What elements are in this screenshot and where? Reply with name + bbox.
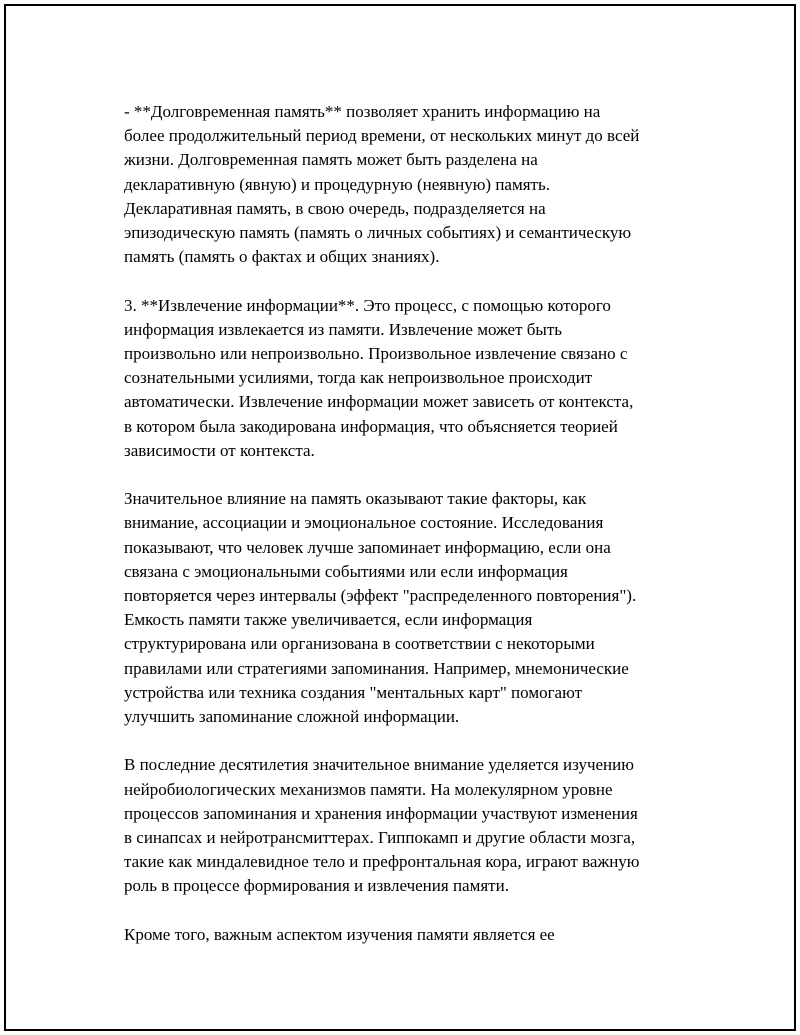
document-body xyxy=(124,100,694,947)
paragraph-neurobiology: В последние десятилетия значительное внимание уделяется изучению нейробиологических механизмов памяти. На молекулярном уровне процессов запоминания и хранения информации участвуют изменения в синапсах и нейротрансмиттерах. Гиппокамп и другие области мозга, такие как миндалевидное тело и префронтальная кора, играют важную роль в процессе формирования и извлечения памяти. xyxy=(124,755,640,896)
paragraph-memory-factors: Значительное влияние на память оказывают такие факторы, как внимание, ассоциации и эмоциональное состояние. Исследования показывают, что человек лучше запоминает информацию, если она связана с эмоциональными событиями или если информация повторяется через интервалы (эффект "распределенного повторения"). Емкость памяти также увеличивается, если информация структурирована или организована в соответствии с некоторыми правилами или стратегиями запоминания. Например, мнемонические устройства или техника создания "ментальных карт" помогают улучшить запоминание сложной информации. xyxy=(124,489,637,727)
paragraph-information-retrieval: 3. **Извлечение информации**. Это процесс, с помощью которого информация извлекается из памяти. Извлечение может быть произвольно или непроизвольно. Произвольное извлечение связано с сознательными усилиями, тогда как непроизвольное происходит автоматически. Извлечение информации может зависеть от контекста, в котором была закодирована информация, что объясняется теорией зависимости от контекста. xyxy=(124,295,634,460)
paragraph-long-term-memory: - **Долговременная память** позволяет хранить информацию на более продолжительный период времени, от нескольких минут до всей жизни. Долговременная память может быть разделена на декларативную (явную) и процедурную (неявную) память. Декларативная память, в свою очередь, подразделяется на эпизодическую память (память о личных событиях) и семантическую память (память о фактах и общих знаниях). xyxy=(124,102,640,267)
paragraph-further-aspects: Кроме того, важным аспектом изучения памяти является ее xyxy=(124,924,555,944)
page-border xyxy=(4,4,796,1031)
